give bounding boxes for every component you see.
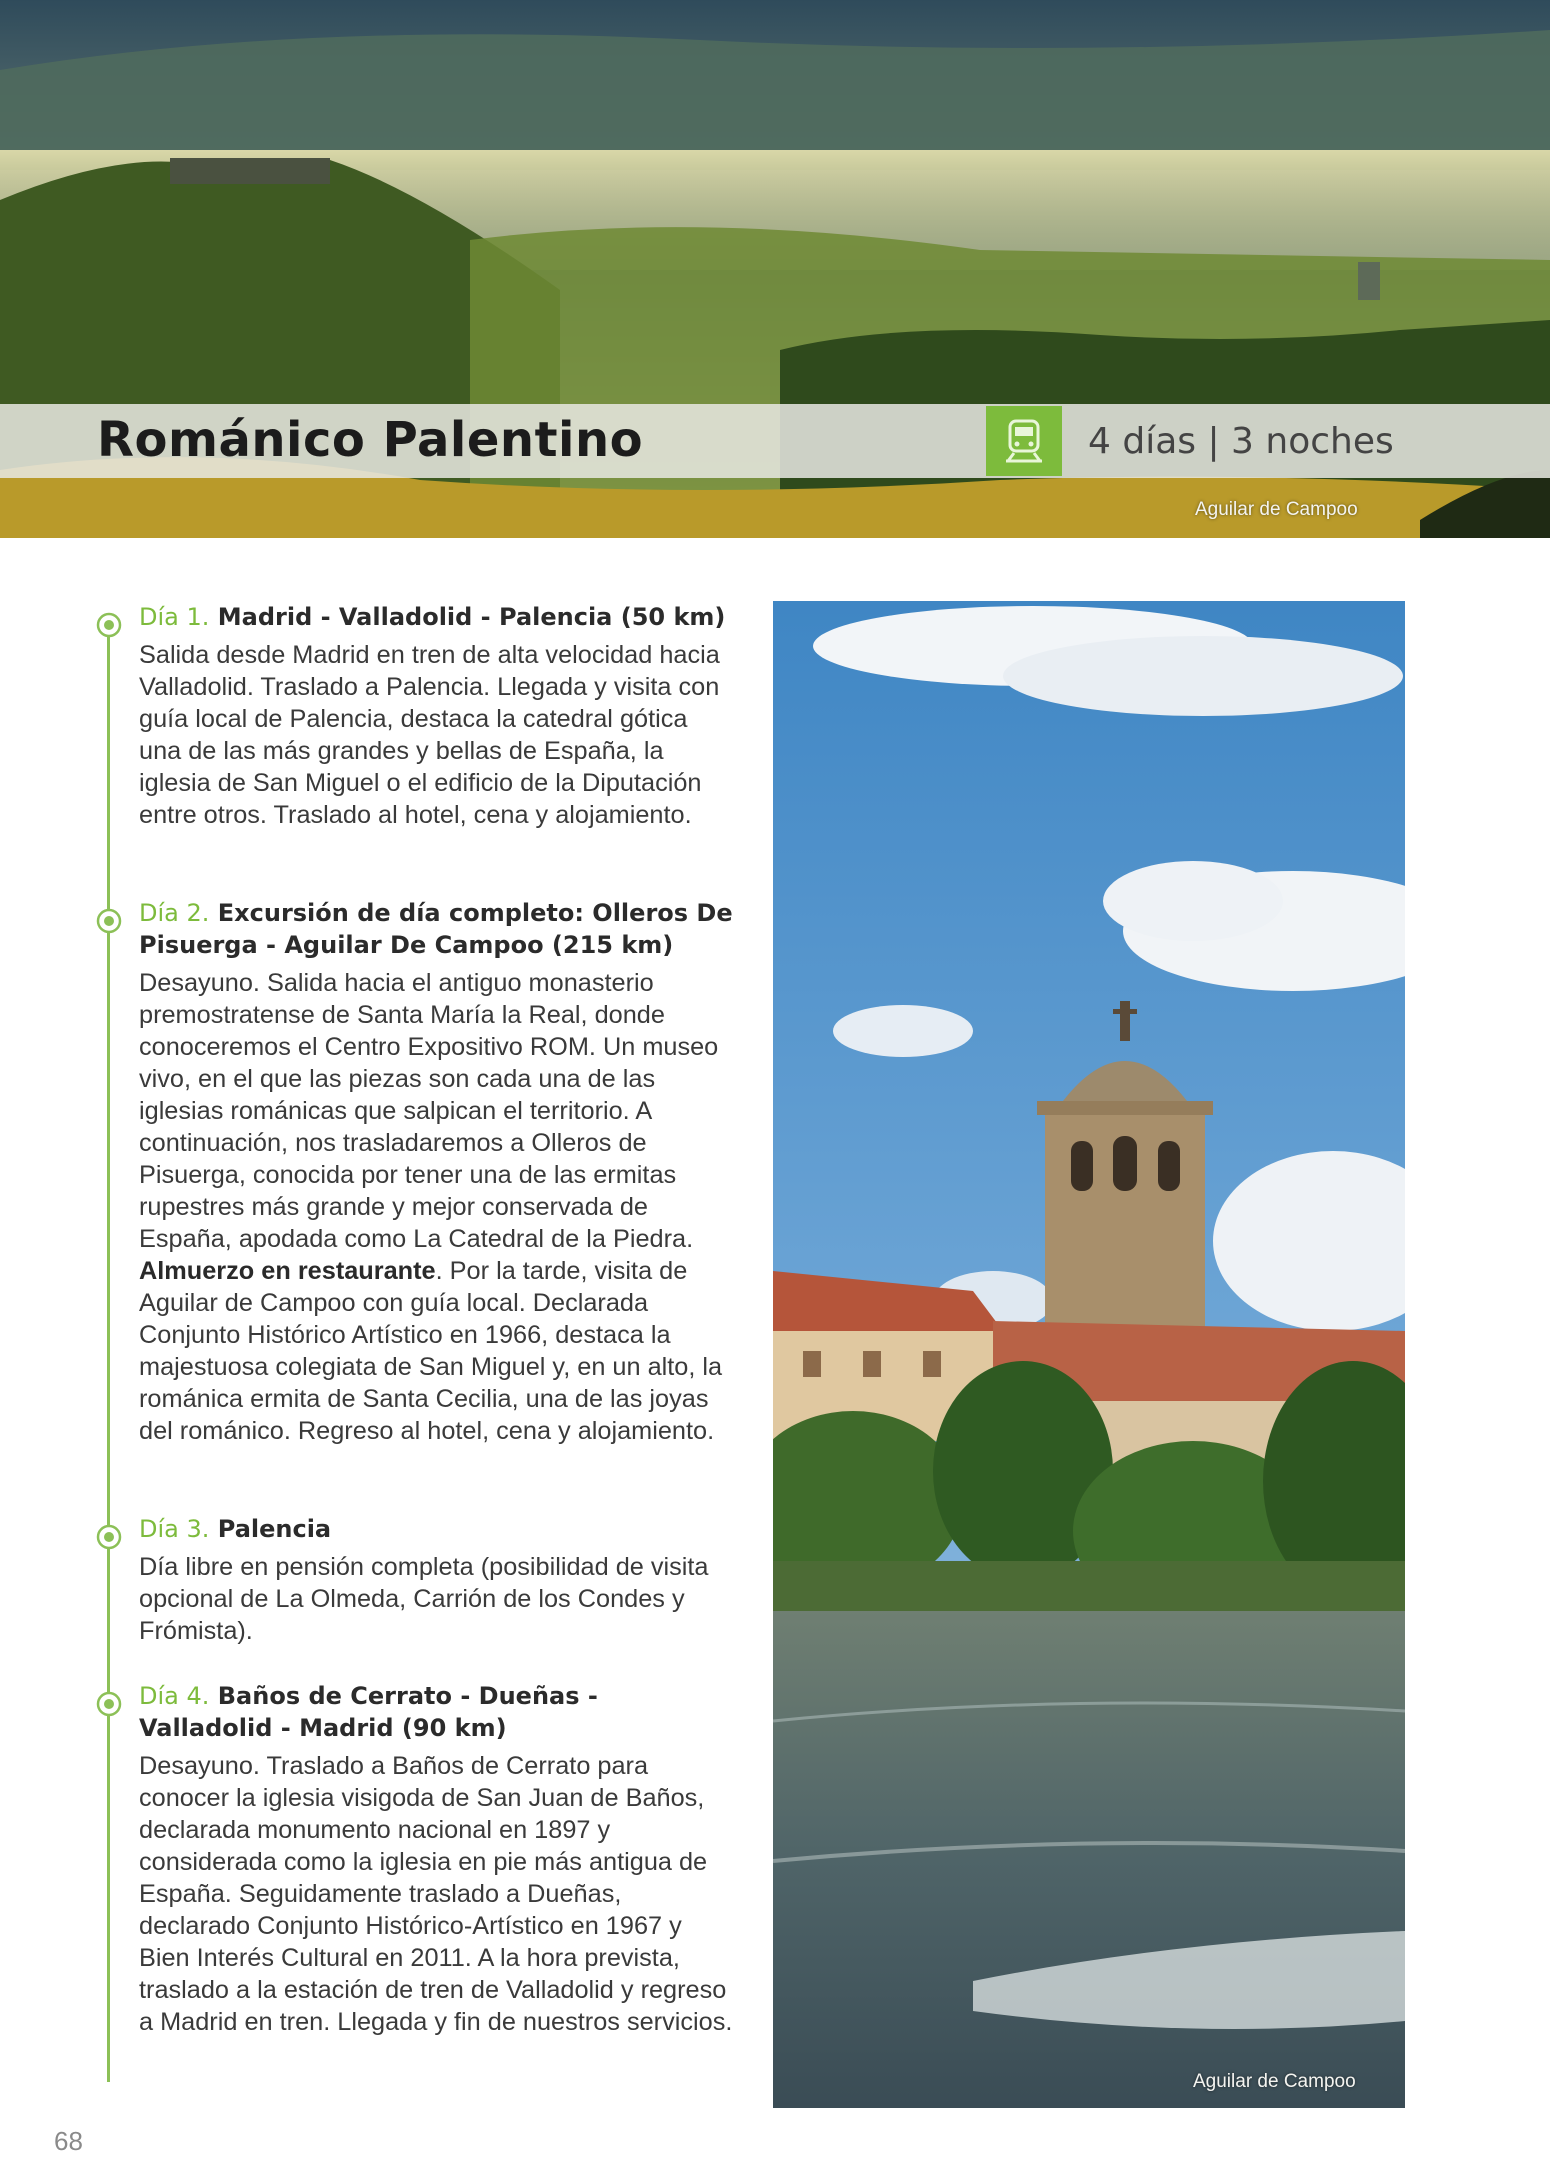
timeline-marker-icon — [95, 611, 123, 639]
train-icon — [1002, 417, 1046, 465]
day-label: Día 3. — [139, 1515, 210, 1543]
page-number: 68 — [54, 2126, 83, 2156]
day-3 — [95, 1513, 735, 1647]
day-heading — [139, 897, 735, 961]
day-title: Madrid - Valladolid - Palencia (50 km) — [217, 603, 726, 631]
day-title: Excursión de día completo: Olleros De Pisuerga - Aguilar De Campoo (215 km) — [139, 899, 733, 959]
church-river-photo — [773, 601, 1405, 2108]
day-2 — [95, 897, 735, 1447]
trip-title: Románico Palentino — [97, 412, 644, 468]
timeline-marker-icon — [95, 1523, 123, 1551]
day-4 — [95, 1680, 735, 2038]
transport-badge — [986, 406, 1062, 476]
day-title: Baños de Cerrato - Dueñas - Valladolid - Madrid (90 km) — [139, 1682, 598, 1742]
day-label: Día 4. — [139, 1682, 210, 1710]
timeline-marker-icon — [95, 907, 123, 935]
timeline-marker-icon — [95, 1690, 123, 1718]
day-title: Palencia — [217, 1515, 332, 1543]
day-text-highlight: Almuerzo en restaurante — [139, 1257, 436, 1285]
trip-duration: 4 días | 3 noches — [1088, 421, 1394, 462]
day-heading — [139, 601, 735, 633]
day-description: Desayuno. Traslado a Baños de Cerrato para conocer la iglesia visigoda de San Juan de Baños, declarada monumento nacional en 1897 y considerada como la iglesia en pie más antigua de España. Seguidamente traslado a Dueñas, declarado Conjunto Histórico-Artístico en 1967 y Bien Interés Cultural en 2011. A la hora prevista, traslado a la estación de tren de Valladolid y regreso a Madrid en tren. Llegada y fin de nuestros servicios. — [139, 1752, 733, 2036]
day-label: Día 2. — [139, 899, 210, 927]
day-description — [139, 967, 735, 1447]
day-text-part: . Por la tarde, visita de Aguilar de Campoo con guía local. Declarada Conjunto Histórico Artístico en 1966, destaca la majestuosa colegiata de San Miguel y, en un alto, la románica ermita de Santa Cecilia, una de las joyas del románico. Regreso al hotel, cena y alojamiento. — [139, 1257, 723, 1445]
hero-photo-caption: Aguilar de Campoo — [1195, 499, 1358, 520]
day-heading — [139, 1513, 735, 1545]
day-description: Día libre en pensión completa (posibilidad de visita opcional de La Olmeda, Carrión de los Condes y Frómista). — [139, 1553, 709, 1645]
day-description: Salida desde Madrid en tren de alta velocidad hacia Valladolid. Traslado a Palencia. Llegada y visita con guía local de Palencia, destaca la catedral gótica una de las más grandes y bellas de España, la iglesia de San Miguel o el edificio de la Diputación entre otros. Traslado al hotel, cena y alojamiento. — [139, 641, 720, 829]
day-1 — [95, 601, 735, 831]
photo-caption: Aguilar de Campoo — [1193, 2071, 1356, 2092]
day-heading — [139, 1680, 735, 1744]
day-label: Día 1. — [139, 603, 210, 631]
day-text-part: Desayuno. Salida hacia el antiguo monasterio premostratense de Santa María la Real, donde conoceremos el Centro Expositivo ROM. Un museo vivo, en el que las piezas son cada una de las iglesias románicas que salpican el territorio. A continuación, nos trasladaremos a Olleros de Pisuerga, conocida por tener una de las ermitas rupestres más grande y mejor conservada de España, apodada como La Catedral de la Piedra. — [139, 969, 719, 1253]
